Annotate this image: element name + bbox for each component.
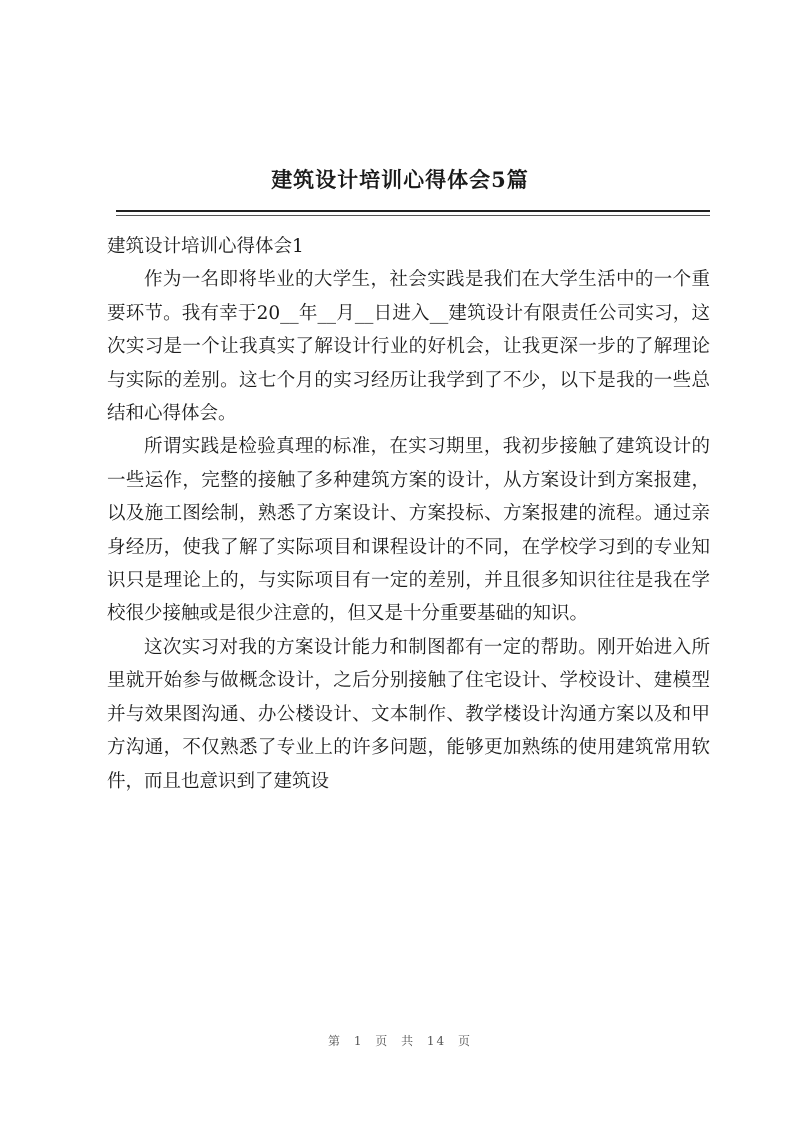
section-heading: 建筑设计培训心得体会1	[107, 236, 304, 257]
paragraph: 所谓实践是检验真理的标准，在实习期里，我初步接触了建筑设计的一些运作，完整的接触了多种建筑方案的设计，从方案设计到方案报建，以及施工图绘制，熟悉了方案设计、方案投标、方案报建的流程。通过亲身经历，使我了解了实际项目和课程设计的不同，在学校学习到的专业知识只是理论上的，与实际项目有一定的差别，并且很多知识往往是我在学校很少接触或是很少注意的，但又是十分重要基础的知识。	[107, 436, 710, 625]
page-number-footer: 第 1 页 共 14 页	[328, 1034, 472, 1048]
title-divider	[116, 210, 710, 212]
document-title: 建筑设计培训心得体会5篇	[271, 167, 529, 192]
paragraph: 作为一名即将毕业的大学生，社会实践是我们在大学生活中的一个重要环节。我有幸于20__年__月__日进入__建筑设计有限责任公司实习，这次实习是一个让我真实了解设计行业的好机会，让我更深一步的了解理论与实际的差别。这七个月的实习经历让我学到了不少，以下是我的一些总结和心得体会。	[107, 269, 710, 425]
paragraph: 这次实习对我的方案设计能力和制图都有一定的帮助。刚开始进入所里就开始参与做概念设计，之后分别接触了住宅设计、学校设计、建模型并与效果图沟通、办公楼设计、文本制作、教学楼设计沟通方案以及和甲方沟通，不仅熟悉了专业上的许多问题，能够更加熟练的使用建筑常用软件，而且也意识到了建筑设	[107, 636, 710, 792]
document-body	[107, 230, 710, 798]
title-divider-thin	[116, 215, 710, 216]
